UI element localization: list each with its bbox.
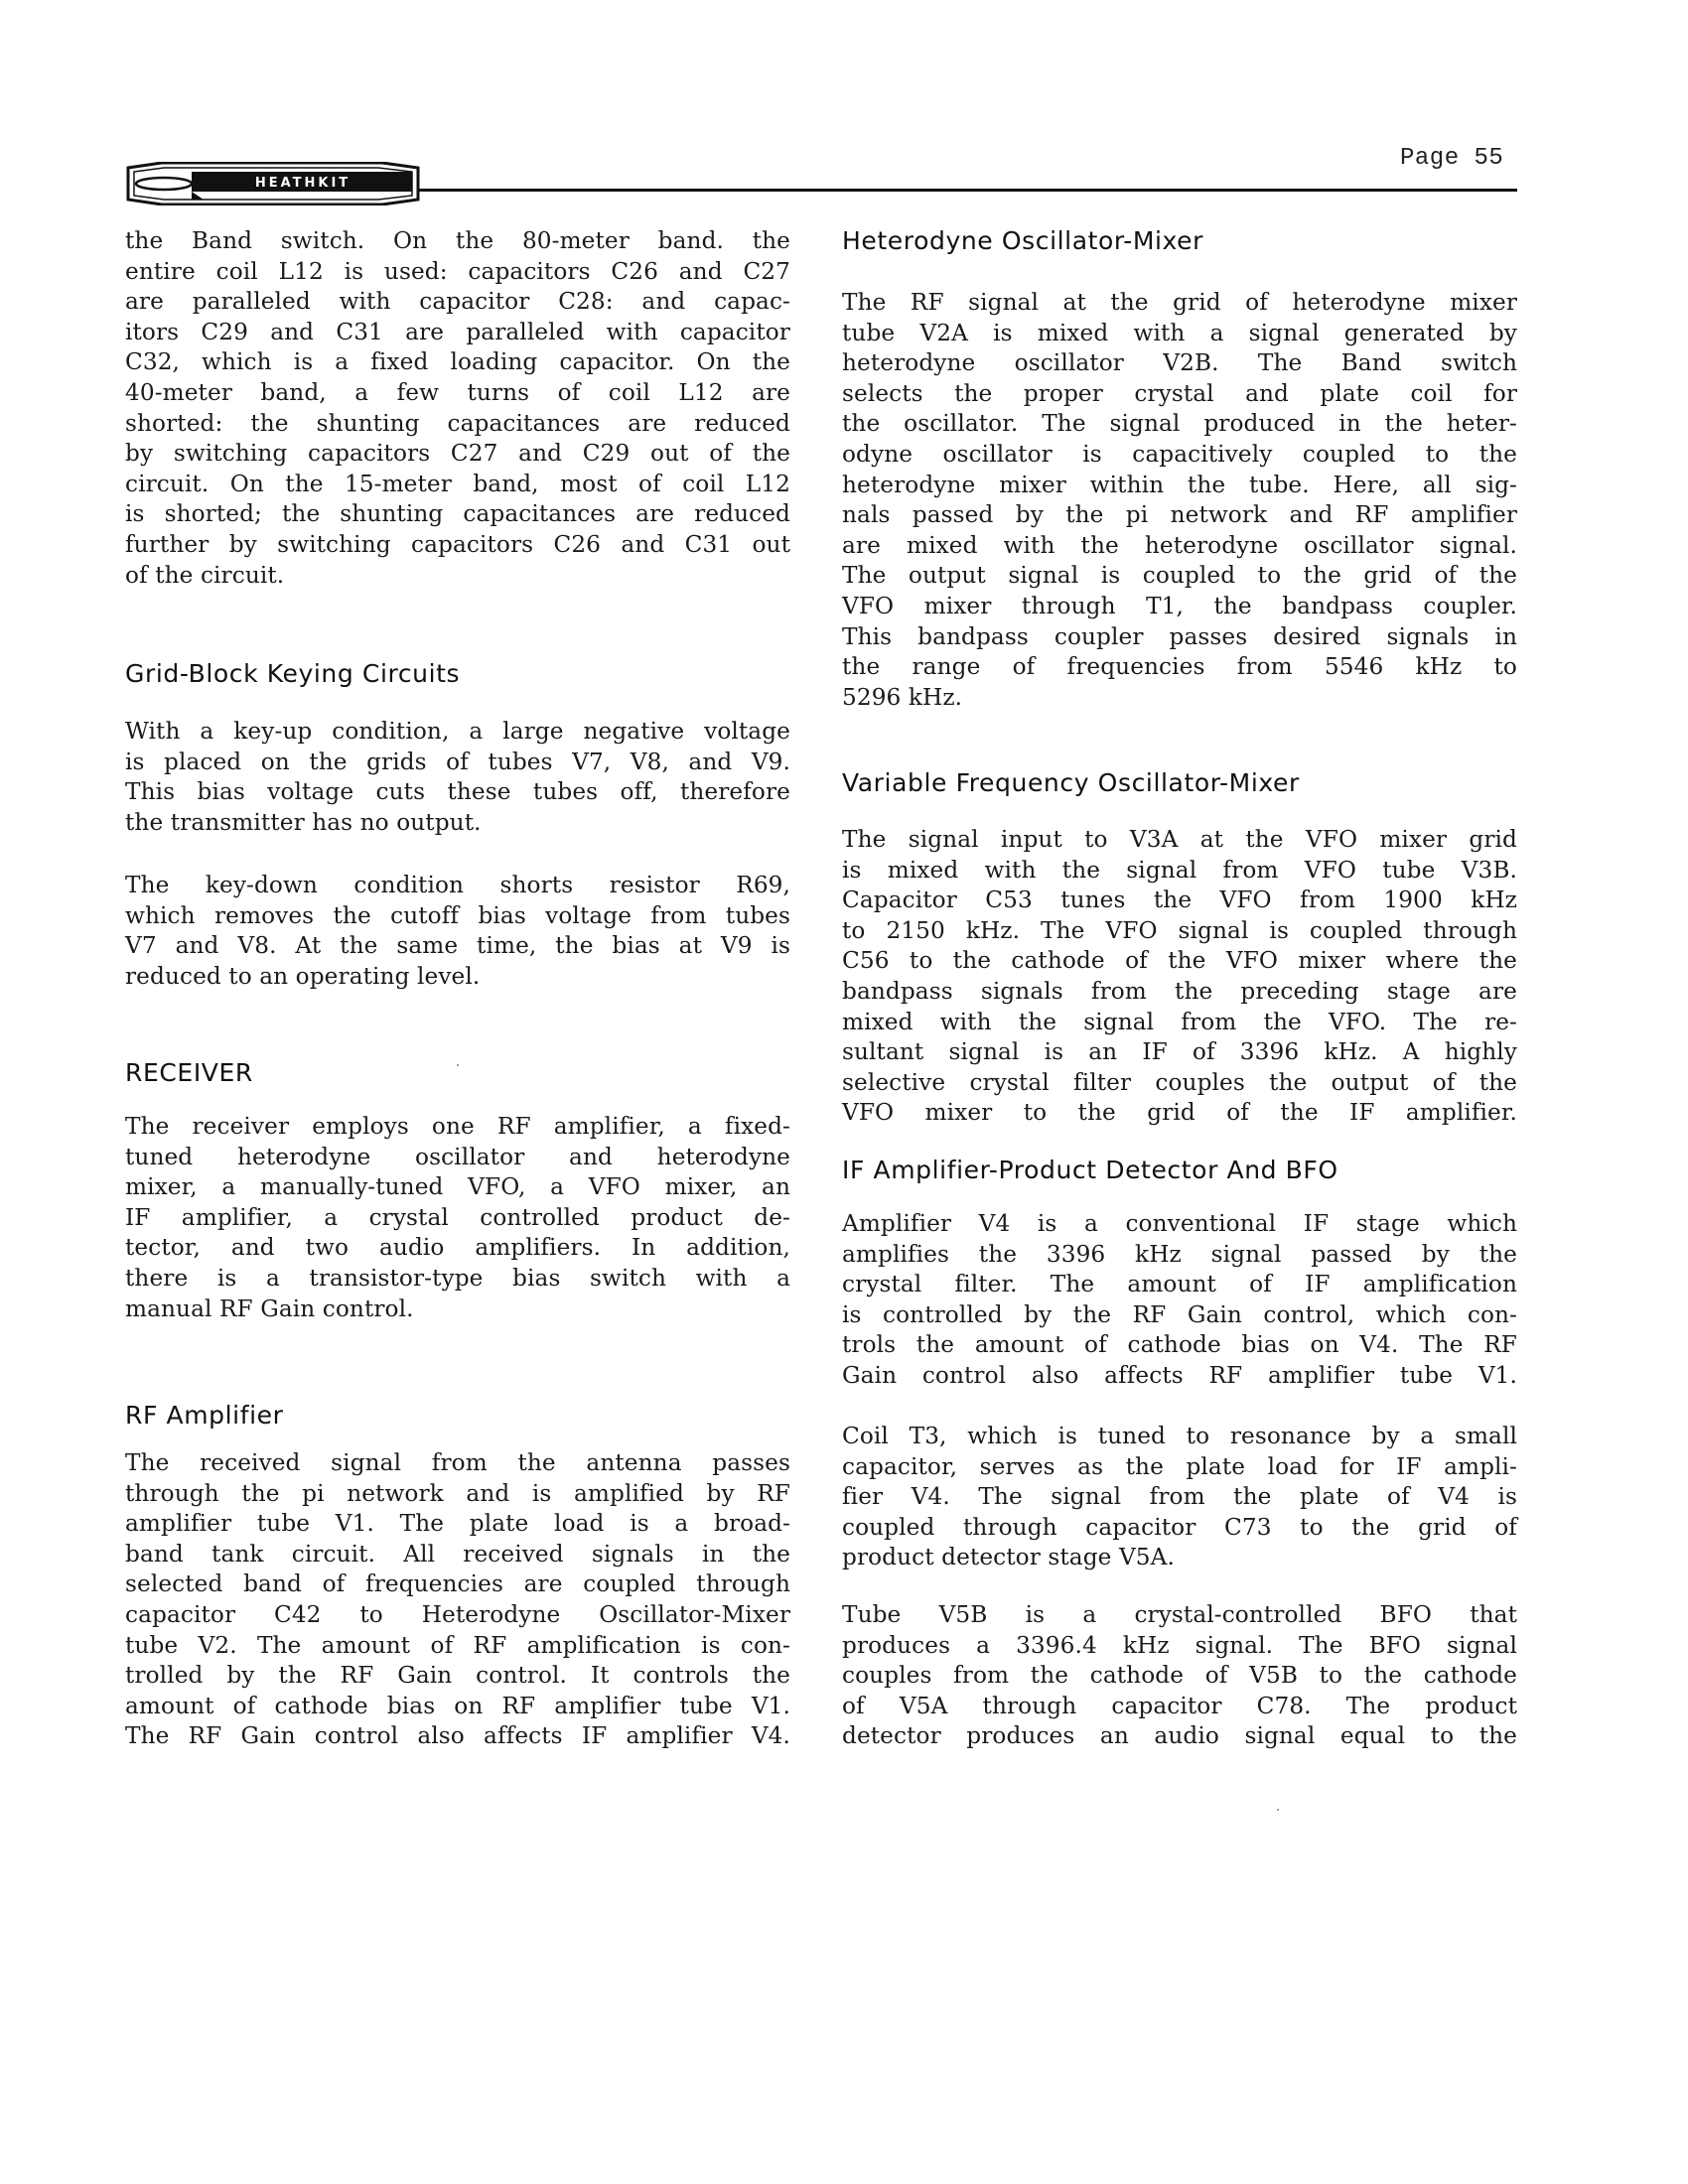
text-line: trols the amount of cathode bias on V4. The RF: [842, 1331, 1517, 1359]
text-line: further by switching capacitors C26 and C31 out: [125, 530, 790, 558]
text-line: Capacitor C53 tunes the VFO from 1900 kHz: [842, 887, 1517, 914]
paragraph: [125, 1112, 790, 1324]
text-line: the transmitter has no output.: [125, 808, 482, 836]
text-line: The output signal is coupled to the grid of the: [842, 562, 1517, 590]
text-line: amplifies the 3396 kHz signal passed by the: [842, 1240, 1517, 1268]
text-line: mixer, a manually-tuned VFO, a VFO mixer, an: [125, 1173, 790, 1201]
text-line: The RF Gain control also affects IF amplifier V4.: [125, 1722, 790, 1750]
section-heading-rf-amplifier: RF Amplifier: [125, 1401, 284, 1430]
text-line: tuned heterodyne oscillator and heterodyne: [125, 1143, 790, 1170]
text-line: there is a transistor-type bias switch with a: [125, 1264, 790, 1292]
paragraph: [125, 871, 790, 992]
page-header: [0, 0, 1688, 218]
text-line: Tube V5B is a crystal-controlled BFO that: [842, 1601, 1517, 1628]
page-number: Page 55: [1400, 145, 1504, 172]
text-line: The RF signal at the grid of heterodyne mixer: [842, 289, 1517, 316]
text-line: 40-meter band, a few turns of coil L12 are: [125, 378, 790, 406]
paragraph: [842, 288, 1517, 713]
text-line: The key-down condition shorts resistor R69,: [125, 872, 790, 898]
scan-speck: [457, 1064, 459, 1066]
paragraph: [125, 717, 790, 838]
text-line: of V5A through capacitor C78. The product: [842, 1692, 1517, 1719]
text-line: sultant signal is an IF of 3396 kHz. A highly: [842, 1038, 1517, 1066]
section-heading-receiver: RECEIVER: [125, 1058, 253, 1087]
text-line: VFO mixer through T1, the bandpass coupler.: [842, 592, 1517, 619]
text-line: by switching capacitors C27 and C29 out of the: [125, 440, 790, 468]
text-line: circuit. On the 15-meter band, most of coil L12: [125, 470, 790, 497]
if-amplifier-paragraph-3: [842, 1600, 1517, 1752]
heterodyne-paragraph: [842, 288, 1517, 713]
text-line: nals passed by the pi network and RF amplifier: [842, 501, 1517, 529]
text-line: capacitor, serves as the plate load for IF ampli-: [842, 1452, 1517, 1480]
text-line: which removes the cutoff bias voltage from tubes: [125, 901, 790, 929]
text-line: mixed with the signal from the VFO. The re-: [842, 1008, 1517, 1035]
text-line: itors C29 and C31 are paralleled with capacitor: [125, 318, 790, 345]
text-line: heterodyne mixer within the tube. Here, all sig-: [842, 471, 1517, 498]
text-line: manual RF Gain control.: [125, 1295, 414, 1322]
if-amplifier-paragraph-1: [842, 1209, 1517, 1392]
text-line: is placed on the grids of tubes V7, V8, and V9.: [125, 748, 790, 775]
text-line: V7 and V8. At the same time, the bias at V9 is: [125, 932, 790, 960]
text-line: With a key-up condition, a large negative voltage: [125, 718, 790, 745]
text-line: product detector stage V5A.: [842, 1544, 1175, 1571]
text-line: amplifier tube V1. The plate load is a broad-: [125, 1510, 790, 1538]
text-line: VFO mixer to the grid of the IF amplifier.: [842, 1099, 1517, 1127]
text-line: are mixed with the heterodyne oscillator signal.: [842, 531, 1517, 559]
section-heading-grid-block-keying: Grid-Block Keying Circuits: [125, 659, 461, 688]
text-line: 5296 kHz.: [842, 683, 963, 711]
text-line: selective crystal filter couples the output of the: [842, 1068, 1517, 1096]
paragraph: [125, 1448, 790, 1752]
svg-text:HEATHKIT: HEATHKIT: [254, 176, 352, 191]
header-rule: [417, 189, 1517, 192]
text-line: tector, and two audio amplifiers. In addition,: [125, 1234, 790, 1262]
text-line: produces a 3396.4 kHz signal. The BFO signal: [842, 1631, 1517, 1659]
paragraph: [842, 1422, 1517, 1573]
grid-block-paragraph-2: [125, 871, 790, 992]
text-line: entire coil L12 is used: capacitors C26 and C27: [125, 257, 790, 285]
text-line: the oscillator. The signal produced in the heter-: [842, 410, 1517, 438]
text-line: Coil T3, which is tuned to resonance by a small: [842, 1423, 1517, 1449]
text-line: IF amplifier, a crystal controlled product de-: [125, 1203, 790, 1231]
text-line: is controlled by the RF Gain control, which con-: [842, 1300, 1517, 1328]
text-line: trolled by the RF Gain control. It controls the: [125, 1662, 790, 1690]
text-line: the Band switch. On the 80-meter band. the: [125, 227, 790, 254]
text-line: This bias voltage cuts these tubes off, therefore: [125, 778, 790, 806]
paragraph: [842, 1600, 1517, 1752]
grid-block-paragraph-1: [125, 717, 790, 838]
text-line: Gain control also affects RF amplifier tube V1.: [842, 1361, 1517, 1389]
text-line: capacitor C42 to Heterodyne Oscillator-Mixer: [125, 1600, 790, 1628]
text-line: fier V4. The signal from the plate of V4 is: [842, 1483, 1517, 1511]
text-line: band tank circuit. All received signals in the: [125, 1540, 790, 1568]
text-line: amount of cathode bias on RF amplifier tube V1.: [125, 1692, 790, 1719]
text-line: shorted: the shunting capacitances are reduced: [125, 409, 790, 437]
text-line: C56 to the cathode of the VFO mixer where the: [842, 947, 1517, 975]
text-line: The receiver employs one RF amplifier, a fixed-: [125, 1113, 790, 1140]
vfo-paragraph: [842, 825, 1517, 1129]
section-heading-heterodyne-oscillator-mixer: Heterodyne Oscillator-Mixer: [842, 226, 1204, 255]
text-line: couples from the cathode of V5B to the cathode: [842, 1662, 1517, 1690]
text-line: tube V2. The amount of RF amplification is con-: [125, 1631, 790, 1659]
text-line: to 2150 kHz. The VFO signal is coupled through: [842, 916, 1517, 944]
text-line: heterodyne oscillator V2B. The Band switch: [842, 349, 1517, 377]
text-line: tube V2A is mixed with a signal generated by: [842, 319, 1517, 346]
text-line: odyne oscillator is capacitively coupled to the: [842, 440, 1517, 468]
section-heading-vfo-mixer: Variable Frequency Oscillator-Mixer: [842, 768, 1300, 797]
paragraph: [842, 1209, 1517, 1392]
paragraph: [125, 226, 790, 591]
text-line: bandpass signals from the preceding stage are: [842, 977, 1517, 1005]
heathkit-logo-icon: [122, 162, 422, 205]
text-line: selected band of frequencies are coupled through: [125, 1570, 790, 1598]
text-line: through the pi network and is amplified by RF: [125, 1479, 790, 1507]
text-line: This bandpass coupler passes desired signals in: [842, 622, 1517, 650]
text-line: coupled through capacitor C73 to the grid of: [842, 1513, 1517, 1541]
text-line: detector produces an audio signal equal to the: [842, 1722, 1517, 1750]
band-switch-continuation-paragraph: [125, 226, 790, 591]
rf-amplifier-paragraph: [125, 1448, 790, 1752]
text-line: The received signal from the antenna passes: [125, 1449, 790, 1476]
if-amplifier-paragraph-2: [842, 1422, 1517, 1573]
text-line: Amplifier V4 is a conventional IF stage which: [842, 1210, 1517, 1237]
text-line: The signal input to V3A at the VFO mixer grid: [842, 826, 1517, 853]
text-line: C32, which is a fixed loading capacitor. On the: [125, 348, 790, 376]
receiver-paragraph: [125, 1112, 790, 1324]
text-line: are paralleled with capacitor C28: and capac-: [125, 288, 790, 316]
paragraph: [842, 825, 1517, 1129]
text-line: selects the proper crystal and plate coil for: [842, 379, 1517, 407]
text-line: crystal filter. The amount of IF amplification: [842, 1271, 1517, 1298]
section-heading-if-amplifier-product-detector-bfo: IF Amplifier-Product Detector And BFO: [842, 1156, 1338, 1184]
text-line: reduced to an operating level.: [125, 962, 481, 990]
text-line: the range of frequencies from 5546 kHz to: [842, 653, 1517, 681]
text-line: is shorted; the shunting capacitances are reduced: [125, 500, 790, 528]
text-line: is mixed with the signal from VFO tube V3B.: [842, 856, 1517, 884]
text-line: of the circuit.: [125, 561, 285, 589]
scan-speck: [1277, 1809, 1279, 1811]
